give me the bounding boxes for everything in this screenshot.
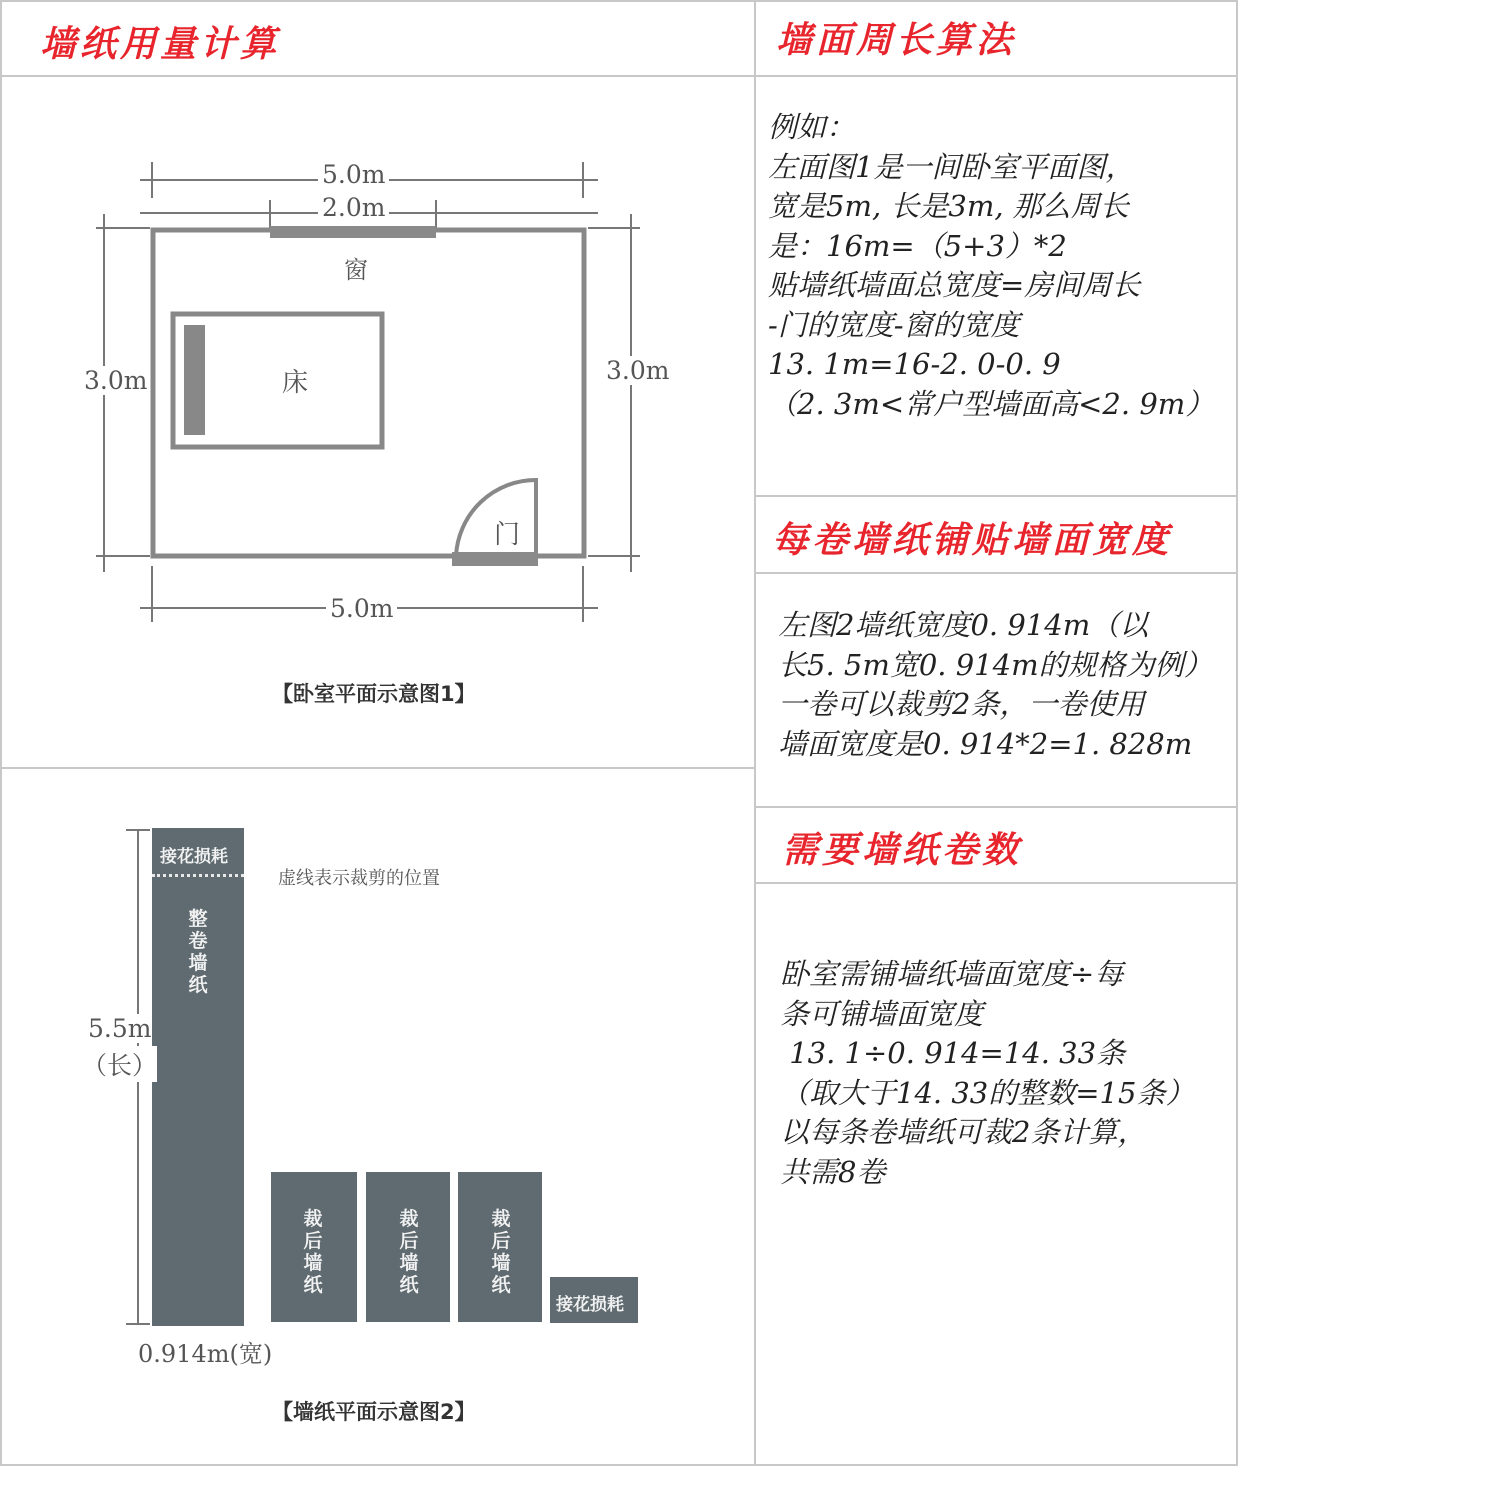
cut-strip-2-label: 裁后墙纸 xyxy=(399,1208,419,1296)
wallpaper-plan-caption: 【墙纸平面示意图2】 xyxy=(272,1400,476,1424)
dashed-line-note: 虚线表示裁剪的位置 xyxy=(278,868,440,889)
dimension-top-width: 5.0m xyxy=(318,160,389,189)
table-border-right xyxy=(1236,0,1238,1466)
cut-line-dashed xyxy=(152,874,244,877)
cut-strip-3-label: 裁后墙纸 xyxy=(491,1208,511,1296)
cut-strip-1-label: 裁后墙纸 xyxy=(303,1208,323,1296)
perimeter-explanation: 例如： 左面图1是一间卧室平面图， 宽是5m, 长是3m, 那么周长 是：16m=（5+3）*2 贴墙纸墙面总宽度=房间周长 -门的宽度-窗的宽度 13. 1m=16-2. 0-0. 9 （2. 3m<常户型墙面高<2. 9m） xyxy=(768,110,1215,421)
bedroom-plan-caption: 【卧室平面示意图1】 xyxy=(272,682,476,706)
window-label: 窗 xyxy=(344,256,368,284)
table-divider-right-2 xyxy=(756,572,1238,574)
full-roll-strip xyxy=(152,828,244,1326)
heading-rolls-needed: 需要墙纸卷数 xyxy=(782,829,1023,871)
heading-wallpaper-calculation: 墙纸用量计算 xyxy=(40,23,281,65)
door-label: 门 xyxy=(494,520,521,550)
heading-width-per-roll: 每卷墙纸铺贴墙面宽度 xyxy=(772,519,1173,561)
table-border-bottom xyxy=(0,1464,1238,1466)
width-per-roll-explanation: 左图2墙纸宽度0. 914m（以 长5. 5m宽0. 914m的规格为例） 一卷可以裁剪2条，一卷使用 墙面宽度是0. 914*2=1. 828m xyxy=(778,608,1213,761)
full-roll-label: 整卷墙纸 xyxy=(188,908,208,996)
heading-wall-perimeter-method: 墙面周长算法 xyxy=(776,19,1017,61)
pattern-loss-bottom-label: 接花损耗 xyxy=(556,1295,624,1315)
bed-label: 床 xyxy=(282,368,309,398)
dimension-left-height: 3.0m xyxy=(84,366,148,395)
dimension-window-width: 2.0m xyxy=(318,193,389,222)
dimension-bottom-width: 5.0m xyxy=(326,594,397,623)
table-divider-right-3 xyxy=(756,806,1238,808)
roll-length-note: （长） xyxy=(82,1046,157,1082)
table-divider-right-4 xyxy=(756,882,1238,884)
roll-width-label: 0.914m(宽) xyxy=(138,1340,273,1368)
pattern-loss-top-label: 接花损耗 xyxy=(160,847,228,867)
roll-length-label: 5.5m xyxy=(88,1014,152,1043)
dimension-right-height: 3.0m xyxy=(606,356,670,385)
rolls-needed-explanation: 卧室需铺墙纸墙面宽度÷每 条可铺墙面宽度 13. 1÷0. 914=14. 33条 （取大于14. 33的整数=15条） 以每条卷墙纸可裁2条计算， 共需8卷 xyxy=(780,957,1195,1189)
table-divider-right-1 xyxy=(756,495,1238,497)
